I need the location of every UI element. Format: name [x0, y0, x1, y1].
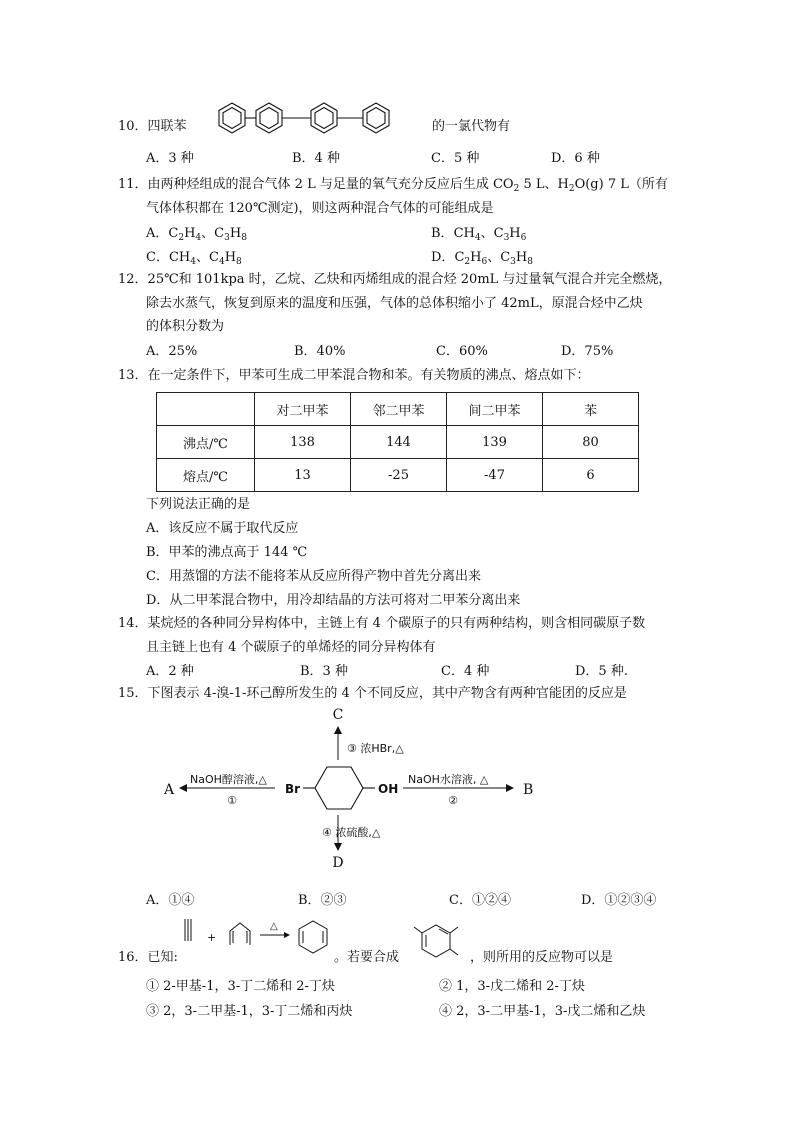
q14-line-2: 且主链上也有 4 个碳原子的单烯烃的同分异构体有 [146, 640, 436, 655]
subscript: 3 [224, 233, 230, 243]
formula: C [209, 250, 219, 265]
q16-option-2: ② 1，3-戊二烯和 2-丁炔 [439, 979, 585, 994]
table-cell: 13 [255, 459, 351, 492]
subscript: 6 [520, 233, 527, 243]
separator: 、 [480, 226, 494, 241]
q11-line-1: 11．由两种烃组成的混合气体 2 L 与足量的氧气充分反应后生成 $CO_2$ 5 L、$H_2O(g)$ 7 L（所有 [118, 177, 668, 194]
subscript: 4 [190, 257, 196, 267]
plus-sign: + [207, 931, 217, 944]
q12-line-2: 除去水蒸气，恢复到原来的温度和压强，气体的总体积缩小了 42mL，原混合烃中乙炔 [146, 296, 643, 311]
formula: CH [168, 250, 191, 265]
product-a-label: A [164, 782, 175, 798]
formula: H [515, 250, 528, 265]
formula: C [500, 250, 511, 265]
subscript: 8 [527, 257, 533, 267]
q15-option-a: A．①④ [146, 893, 195, 908]
q16-mid: 。若要合成 [334, 950, 400, 965]
separator: 、 [195, 250, 209, 265]
opt-letter: A． [146, 226, 169, 241]
subscript: 4 [474, 233, 481, 243]
hydroxyl-substituent-label: OH [378, 782, 399, 796]
table-cell: -47 [447, 459, 543, 492]
table-header-cell [157, 393, 255, 426]
q15-stem: 15．下图表示 4-溴-1-环己醇所发生的 4 个不同反应，其中产物含有两种官能团的反应是 [118, 686, 627, 701]
q12-line-3: 的体积分数为 [146, 319, 225, 334]
table-cell: 139 [447, 426, 543, 459]
q10-suffix: 的一氯代物有 [432, 119, 511, 134]
q11-option-c [146, 249, 242, 267]
q13-option-c: C．用蒸馏的方法不能将苯从反应所得产物中首先分离出来 [146, 569, 481, 584]
butadiene-icon [230, 923, 250, 945]
subscript: 3 [510, 257, 516, 267]
q12-line-1: 12．25℃和 101kpa 时，乙烷、乙炔和丙烯组成的混合烃 20mL 与过量氧气混合并完全燃烧， [118, 272, 672, 287]
table-row-label: 熔点/℃ [157, 459, 255, 492]
phenyl-ring-1 [219, 103, 245, 133]
q16-option-1: ① 2-甲基-1，3-丁二烯和 2-丁炔 [146, 979, 335, 994]
subscript: 4 [218, 257, 225, 267]
subscript: 8 [236, 257, 242, 267]
table-cell: 6 [543, 459, 639, 492]
formula: H [184, 226, 196, 241]
q13-option-d: D．从二甲苯混合物中，用冷却结晶的方法可将对二甲苯分离出来 [146, 593, 521, 608]
cyclohexadiene-icon [299, 921, 327, 953]
formula: C [493, 226, 504, 241]
condition-1-label: NaOH醇溶液,△ [190, 773, 267, 786]
condition-1-number: ① [227, 794, 237, 807]
condition-2-label: NaOH水溶液, △ [408, 773, 489, 786]
q10-number: 10． [118, 119, 148, 134]
reaction-scheme-diagram [150, 700, 550, 875]
q16-option-4: ④ 2，3-二甲基-1，3-戊二烯和乙炔 [439, 1004, 646, 1019]
table-cell: 138 [255, 426, 351, 459]
q13-option-b: B．甲苯的沸点高于 144 ℃ [146, 545, 308, 560]
q15-option-b: B．②③ [298, 893, 347, 908]
q13-prompt: 下列说法正确的是 [146, 497, 251, 512]
product-b-label: B [523, 782, 534, 798]
condition-2-number: ② [448, 794, 458, 807]
q10-prefix: 四联苯 [147, 119, 187, 134]
q15-option-d: D．①②③④ [581, 893, 657, 908]
q13-stem: 13．在一定条件下，甲苯可生成二甲苯混合物和苯。有关物质的沸点、熔点如下： [118, 368, 590, 383]
table-header-cell: 苯 [543, 393, 639, 426]
opt-letter: D． [431, 250, 455, 265]
q16-post: ，则所用的反应物可以是 [470, 950, 614, 965]
phenyl-ring-3 [311, 103, 337, 133]
formula: H [224, 250, 237, 265]
table-header-row [157, 393, 639, 426]
q11-option-a [146, 225, 247, 243]
condition-3-label: ③ 浓HBr,△ [347, 742, 404, 755]
table-header-cell: 间二甲苯 [447, 393, 543, 426]
formula: H [470, 250, 482, 265]
q16-option-3: ③ 2，3-二甲基-1，3-丁二烯和丙炔 [146, 1004, 353, 1019]
product-c-label: C [332, 707, 344, 723]
q11-option-b [431, 225, 526, 243]
product-d-label: D [332, 855, 344, 871]
q12-option-b: B．40% [294, 344, 346, 359]
q14-option-b: B．3 种 [300, 664, 348, 679]
q11-text-b: 5 L、H [519, 177, 569, 192]
q12-option-a: A．25% [146, 344, 198, 359]
q11-line-2: 气体体积都在 120℃测定)，则这两种混合气体的可能组成是 [146, 201, 494, 216]
q10-option-c: C．5 种 [431, 151, 480, 166]
table-row [157, 426, 639, 459]
alkyne-icon [185, 919, 191, 941]
formula: H [229, 226, 242, 241]
subscript: 2 [178, 233, 185, 243]
q15-option-c: C．①②④ [449, 893, 511, 908]
bromo-substituent-label: Br [285, 782, 301, 796]
q14-option-d: D．5 种. [575, 664, 628, 679]
table-cell: -25 [351, 459, 447, 492]
q13-option-a: A．该反应不属于取代反应 [146, 521, 299, 536]
formula: C [214, 226, 225, 241]
table-cell: 144 [351, 426, 447, 459]
q16-number: 16．已知: [118, 950, 178, 965]
separator: 、 [487, 250, 501, 265]
separator: 、 [201, 226, 215, 241]
heat-symbol: △ [270, 921, 278, 932]
formula: H [509, 226, 521, 241]
subscript: 6 [481, 257, 488, 267]
cyclohexane-ring-icon [315, 767, 363, 809]
quaterphenyl-structure-icon [205, 98, 430, 138]
formula: C [454, 250, 465, 265]
q14-option-c: C．4 种 [441, 664, 490, 679]
subscript: 2 [464, 257, 471, 267]
opt-letter: B． [431, 226, 454, 241]
q14-option-a: A．2 种 [146, 664, 194, 679]
q12-option-d: D．75% [561, 344, 614, 359]
q11-text-a: 11．由两种烃组成的混合气体 2 L 与足量的氧气充分反应后生成 CO [118, 177, 514, 192]
phenyl-ring-2 [256, 103, 282, 133]
table-header-cell: 对二甲苯 [255, 393, 351, 426]
q14-line-1: 14．某烷烃的各种同分异构体中，主链上有 4 个碳原子的只有两种结构，则含相同碳原子数 [118, 616, 646, 631]
q10-option-d: D．6 种 [551, 151, 600, 166]
q11-option-d [431, 249, 533, 267]
formula: C [168, 226, 179, 241]
q12-option-c: C．60% [436, 344, 488, 359]
q10-option-b: B．4 种 [292, 151, 340, 166]
q11-text-c: O(g) 7 L（所有 [574, 177, 668, 192]
subscript: 8 [241, 233, 247, 243]
boiling-melting-point-table [156, 392, 639, 492]
table-row [157, 459, 639, 492]
q10-option-a: A．3 种 [146, 151, 194, 166]
condition-4-label: ④ 浓硫酸,△ [322, 826, 381, 839]
opt-letter: C． [146, 250, 169, 265]
table-row-label: 沸点/℃ [157, 426, 255, 459]
q10-stem [118, 118, 187, 136]
table-cell: 80 [543, 426, 639, 459]
phenyl-ring-4 [363, 103, 389, 133]
formula: CH [453, 226, 475, 241]
table-header-cell: 邻二甲苯 [351, 393, 447, 426]
subscript: 4 [195, 233, 202, 243]
dimethylcyclohexadiene-target-icon [406, 915, 466, 965]
subscript: 3 [503, 233, 510, 243]
diels-alder-example-diagram [183, 913, 335, 961]
